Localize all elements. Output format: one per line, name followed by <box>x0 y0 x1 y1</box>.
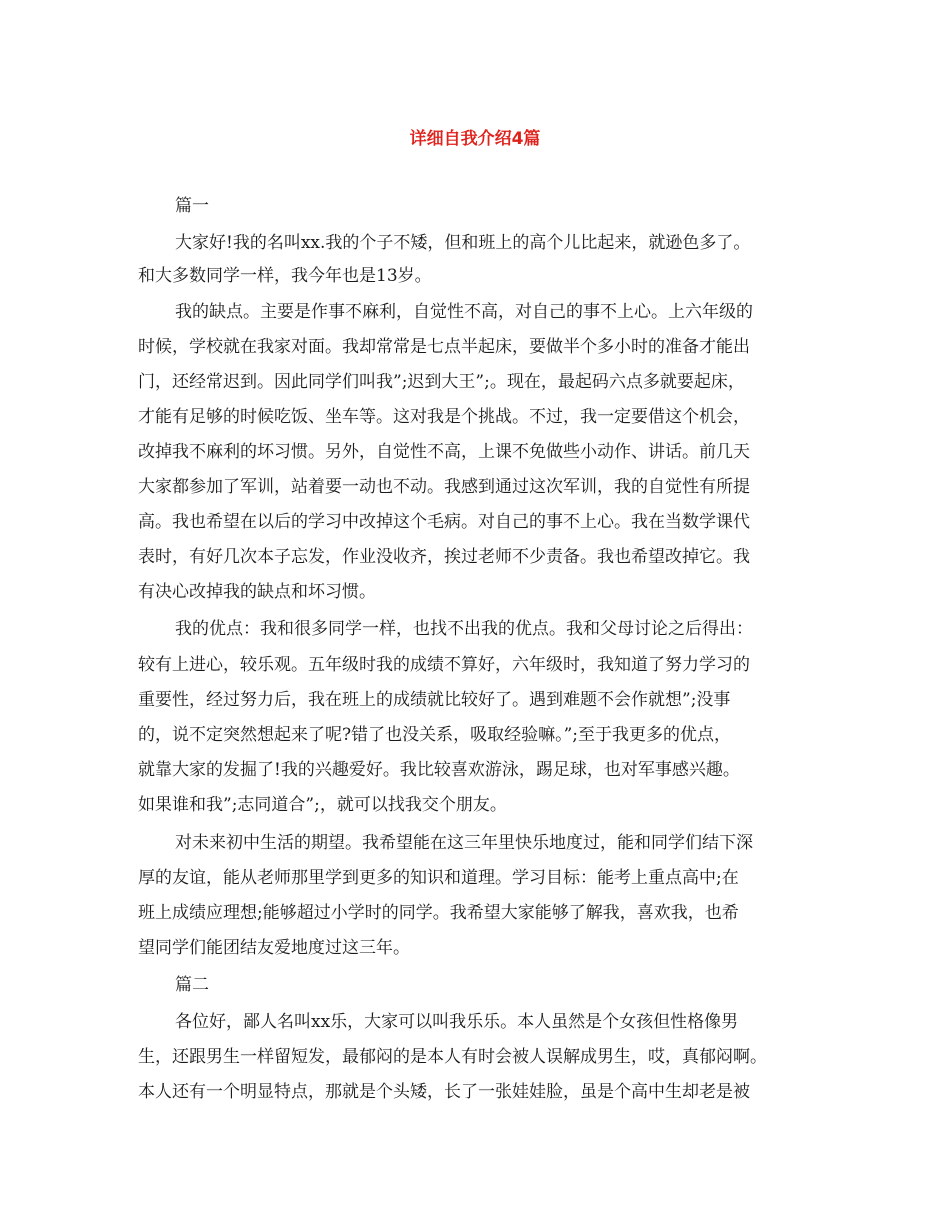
paragraph-line: 本人还有一个明显特点，那就是个头矮，长了一张娃娃脸，虽是个高中生却老是被 <box>138 1082 750 1102</box>
paragraph-line: 重要性，经过努力后，我在班上的成绩就比较好了。遇到难题不会作就想”;没事 <box>138 690 731 710</box>
paragraph-line: 望同学们能团结友爱地度过这三年。 <box>138 938 410 958</box>
paragraph-line: 和大多数同学一样，我今年也是13岁。 <box>138 266 432 286</box>
paragraph-line: 表时，有好几次本子忘发，作业没收齐，挨过老师不少责备。我也希望改掉它。我 <box>138 547 750 567</box>
paragraph-line: 的，说不定突然想起来了呢?错了也没关系，吸取经验嘛。”;至于我更多的优点， <box>138 725 732 745</box>
paragraph-line: 我的优点：我和很多同学一样，也找不出我的优点。我和父母讨论之后得出： <box>175 619 753 639</box>
paragraph-line: 才能有足够的时候吃饭、坐车等。这对我是个挑战。不过，我一定要借这个机会， <box>138 407 750 427</box>
paragraph-line: 大家好!我的名叫xx.我的个子不矮，但和班上的高个儿比起来，就逊色多了。 <box>175 233 751 253</box>
paragraph-line: 我的缺点。主要是作事不麻利，自觉性不高，对自己的事不上心。上六年级的 <box>175 302 753 322</box>
section-heading: 篇二 <box>175 975 209 995</box>
paragraph-line: 改掉我不麻利的坏习惯。另外，自觉性不高，上课不免做些小动作、讲话。前几天 <box>138 442 750 462</box>
document-title: 详细自我介绍4篇 <box>409 129 541 149</box>
paragraph-line: 时候，学校就在我家对面。我却常常是七点半起床，要做半个多小时的准备才能出 <box>138 337 750 357</box>
section-heading: 篇一 <box>175 196 209 216</box>
paragraph-line: 有决心改掉我的缺点和坏习惯。 <box>138 582 376 602</box>
paragraph-line: 生，还跟男生一样留短发，最郁闷的是本人有时会被人误解成男生，哎，真郁闷啊。 <box>138 1047 767 1067</box>
paragraph-line: 门，还经常迟到。因此同学们叫我”;迟到大王”;。现在，最起码六点多就要起床， <box>138 372 745 392</box>
paragraph-line: 如果谁和我”;志同道合”;，就可以找我交个朋友。 <box>138 795 507 815</box>
paragraph-line: 较有上进心，较乐观。五年级时我的成绩不算好，六年级时，我知道了努力学习的 <box>138 655 750 675</box>
paragraph-line: 班上成绩应理想;能够超过小学时的同学。我希望大家能够了解我，喜欢我，也希 <box>138 903 739 923</box>
paragraph-line: 各位好，鄙人名叫xx乐，大家可以叫我乐乐。本人虽然是个女孩但性格像男 <box>175 1012 739 1032</box>
paragraph-line: 对未来初中生活的期望。我希望能在这三年里快乐地度过，能和同学们结下深 <box>175 833 753 853</box>
paragraph-line: 大家都参加了军训，站着要一动也不动。我感到通过这次军训，我的自觉性有所提 <box>138 477 750 497</box>
paragraph-line: 厚的友谊，能从老师那里学到更多的知识和道理。学习目标：能考上重点高中;在 <box>138 868 739 888</box>
paragraph-line: 就靠大家的发掘了!我的兴趣爱好。我比较喜欢游泳，踢足球，也对军事感兴趣。 <box>138 760 740 780</box>
paragraph-line: 高。我也希望在以后的学习中改掉这个毛病。对自己的事不上心。我在当数学课代 <box>138 512 750 532</box>
